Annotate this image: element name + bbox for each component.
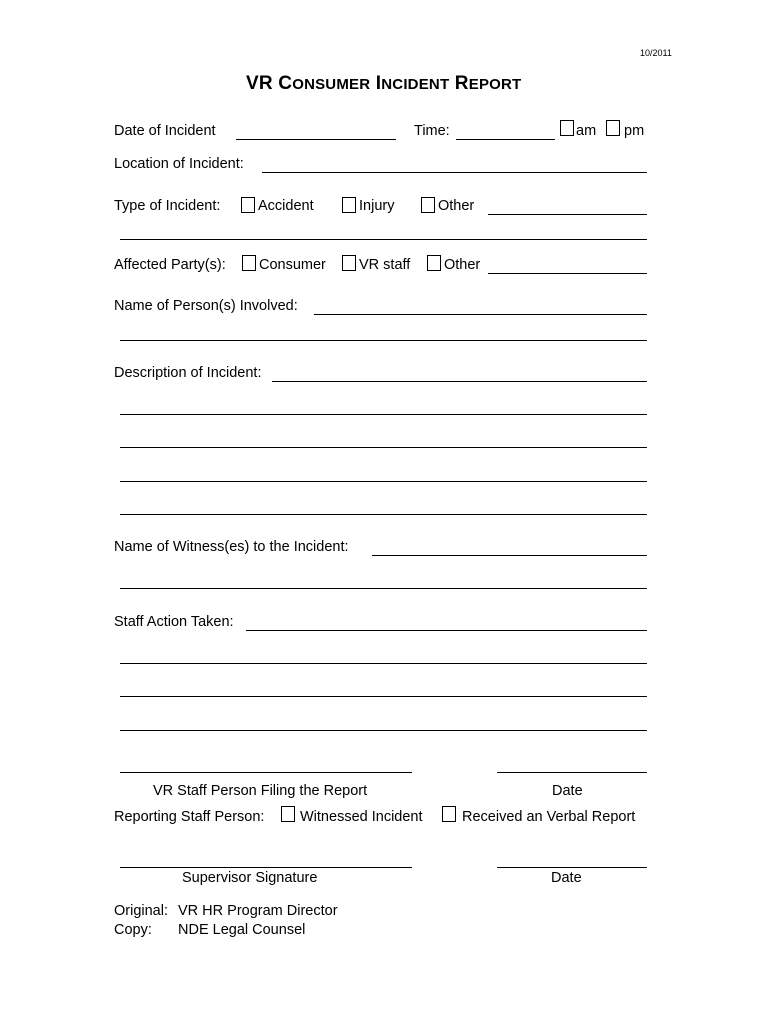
accident-checkbox[interactable] <box>241 197 255 213</box>
time-field[interactable] <box>456 139 555 140</box>
original-value: VR HR Program Director <box>178 903 338 919</box>
filer-caption: VR Staff Person Filing the Report <box>153 783 368 799</box>
witnessed-incident-label: Witnessed Incident <box>300 809 423 825</box>
vr-staff-checkbox[interactable] <box>342 255 356 271</box>
vr-staff-label: VR staff <box>359 257 411 273</box>
title-part2-sc: NCIDENT <box>381 76 450 93</box>
filer-date-line[interactable] <box>497 772 647 773</box>
revision-date: 10/2011 <box>640 48 672 58</box>
witness-label: Name of Witness(es) to the Incident: <box>114 539 349 555</box>
time-label: Time: <box>414 123 450 139</box>
type-other-checkbox[interactable] <box>421 197 435 213</box>
filer-signature-line[interactable] <box>120 772 412 773</box>
copy-label: Copy: <box>114 922 152 938</box>
description-line-5[interactable] <box>120 514 647 515</box>
description-line-4[interactable] <box>120 481 647 482</box>
date-of-incident-label: Date of Incident <box>114 123 216 139</box>
title-part1-cap: VR C <box>246 73 293 94</box>
supervisor-caption: Supervisor Signature <box>182 870 318 886</box>
staff-action-line-3[interactable] <box>120 696 647 697</box>
injury-label: Injury <box>359 198 395 214</box>
type-of-incident-label: Type of Incident: <box>114 198 221 214</box>
am-checkbox[interactable] <box>560 120 574 136</box>
witnessed-incident-checkbox[interactable] <box>281 806 295 822</box>
title-part1-sc: ONSUMER <box>292 76 371 93</box>
received-verbal-report-label: Received an Verbal Report <box>462 809 636 825</box>
consumer-checkbox[interactable] <box>242 255 256 271</box>
am-label: am <box>576 123 597 139</box>
original-label: Original: <box>114 903 168 919</box>
page-title <box>246 73 521 95</box>
description-field[interactable] <box>272 381 647 382</box>
staff-action-field[interactable] <box>246 630 647 631</box>
supervisor-signature-line[interactable] <box>120 867 412 868</box>
description-line-2[interactable] <box>120 414 647 415</box>
affected-other-label: Other <box>444 257 481 273</box>
supervisor-date-caption: Date <box>551 870 582 886</box>
received-verbal-report-checkbox[interactable] <box>442 806 456 822</box>
affected-party-label: Affected Party(s): <box>114 257 226 273</box>
copy-value: NDE Legal Counsel <box>178 922 306 938</box>
staff-action-line-4[interactable] <box>120 730 647 731</box>
filer-date-caption: Date <box>552 783 583 799</box>
supervisor-date-line[interactable] <box>497 867 647 868</box>
witness-continuation-field[interactable] <box>120 588 647 589</box>
reporting-staff-label: Reporting Staff Person: <box>114 809 265 825</box>
type-other-label: Other <box>438 198 475 214</box>
title-part2-cap: I <box>370 73 382 94</box>
consumer-label: Consumer <box>259 257 326 273</box>
description-line-3[interactable] <box>120 447 647 448</box>
location-field[interactable] <box>262 172 647 173</box>
pm-label: pm <box>624 123 645 139</box>
affected-other-field[interactable] <box>488 273 647 274</box>
location-label: Location of Incident: <box>114 156 244 172</box>
witness-field[interactable] <box>372 555 647 556</box>
persons-involved-continuation-field[interactable] <box>120 340 647 341</box>
persons-involved-field[interactable] <box>314 314 647 315</box>
type-other-field[interactable] <box>488 214 647 215</box>
persons-involved-label: Name of Person(s) Involved: <box>114 298 298 314</box>
title-part3-sc: EPORT <box>468 76 522 93</box>
injury-checkbox[interactable] <box>342 197 356 213</box>
accident-label: Accident <box>258 198 314 214</box>
date-of-incident-field[interactable] <box>236 139 396 140</box>
title-part3-cap: R <box>449 73 469 94</box>
staff-action-label: Staff Action Taken: <box>114 614 234 630</box>
type-continuation-field[interactable] <box>120 239 647 240</box>
affected-other-checkbox[interactable] <box>427 255 441 271</box>
description-label: Description of Incident: <box>114 365 262 381</box>
pm-checkbox[interactable] <box>606 120 620 136</box>
staff-action-line-2[interactable] <box>120 663 647 664</box>
